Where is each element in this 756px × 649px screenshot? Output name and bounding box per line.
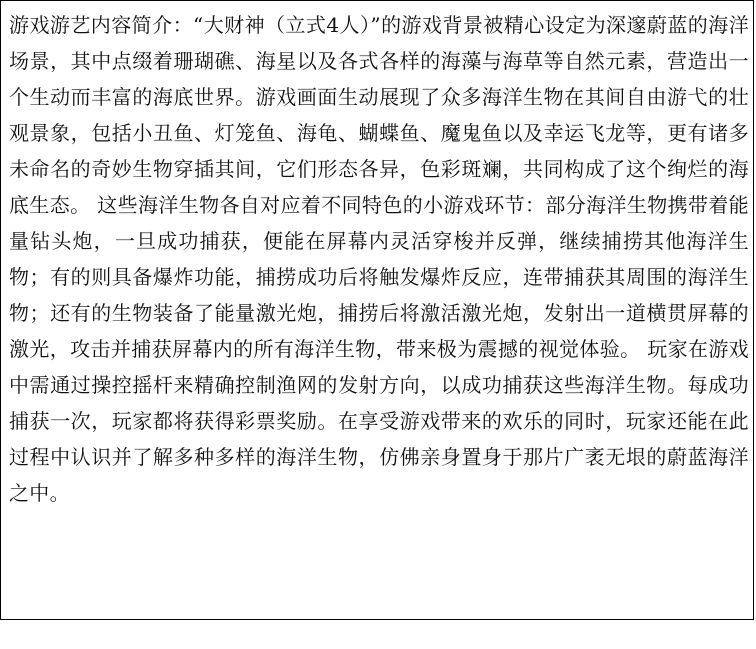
description-paragraph	[9, 7, 749, 511]
intro-text: 游戏游艺内容简介：“大财神（立式4人）”的游戏背景被精心设定为深邃蔚蓝的海洋场景，其中点缀着珊瑚礁、海星以及各式各样的海藻与海草等自然元素，营造出一个生动而丰富的海底世界。游戏画面生动展现了众多海洋生物在其间自由游弋的壮观景象，包括小丑鱼、灯笼鱼、海龟、蝴蝶鱼、魔鬼鱼以及幸运飞龙等，更有诸多未命名的奇妙生物穿插其间，它们形态各异，色彩斑斓，共同构成了这个绚烂的海底生态。	[9, 13, 749, 217]
gameplay-text: 这些海洋生物各自对应着不同特色的小游戏环节：部分海洋生物携带着能量钻头炮，一旦成功捕获，便能在屏幕内灵活穿梭并反弹，继续捕捞其他海洋生物；有的则具备爆炸功能，捕捞成功后将触发爆炸反应，连带捕获其周围的海洋生物；还有的生物装备了能量激光炮，捕捞后将激活激光炮，发射出一道横贯屏幕的激光，攻击并捕获屏幕内的所有海洋生物，带来极为震撼的视觉体验。	[9, 193, 749, 361]
control-text: 玩家在游戏中需通过操控摇杆来精确控制渔网的发射方向，以成功捕获这些海洋生物。每成功捕获一次，玩家都将获得彩票奖励。在享受游戏带来的欢乐的同时，玩家还能在此过程中认识并了解多种多样的海洋生物，仿佛亲身置身于那片广袤无垠的蔚蓝海洋之中。	[9, 337, 749, 505]
